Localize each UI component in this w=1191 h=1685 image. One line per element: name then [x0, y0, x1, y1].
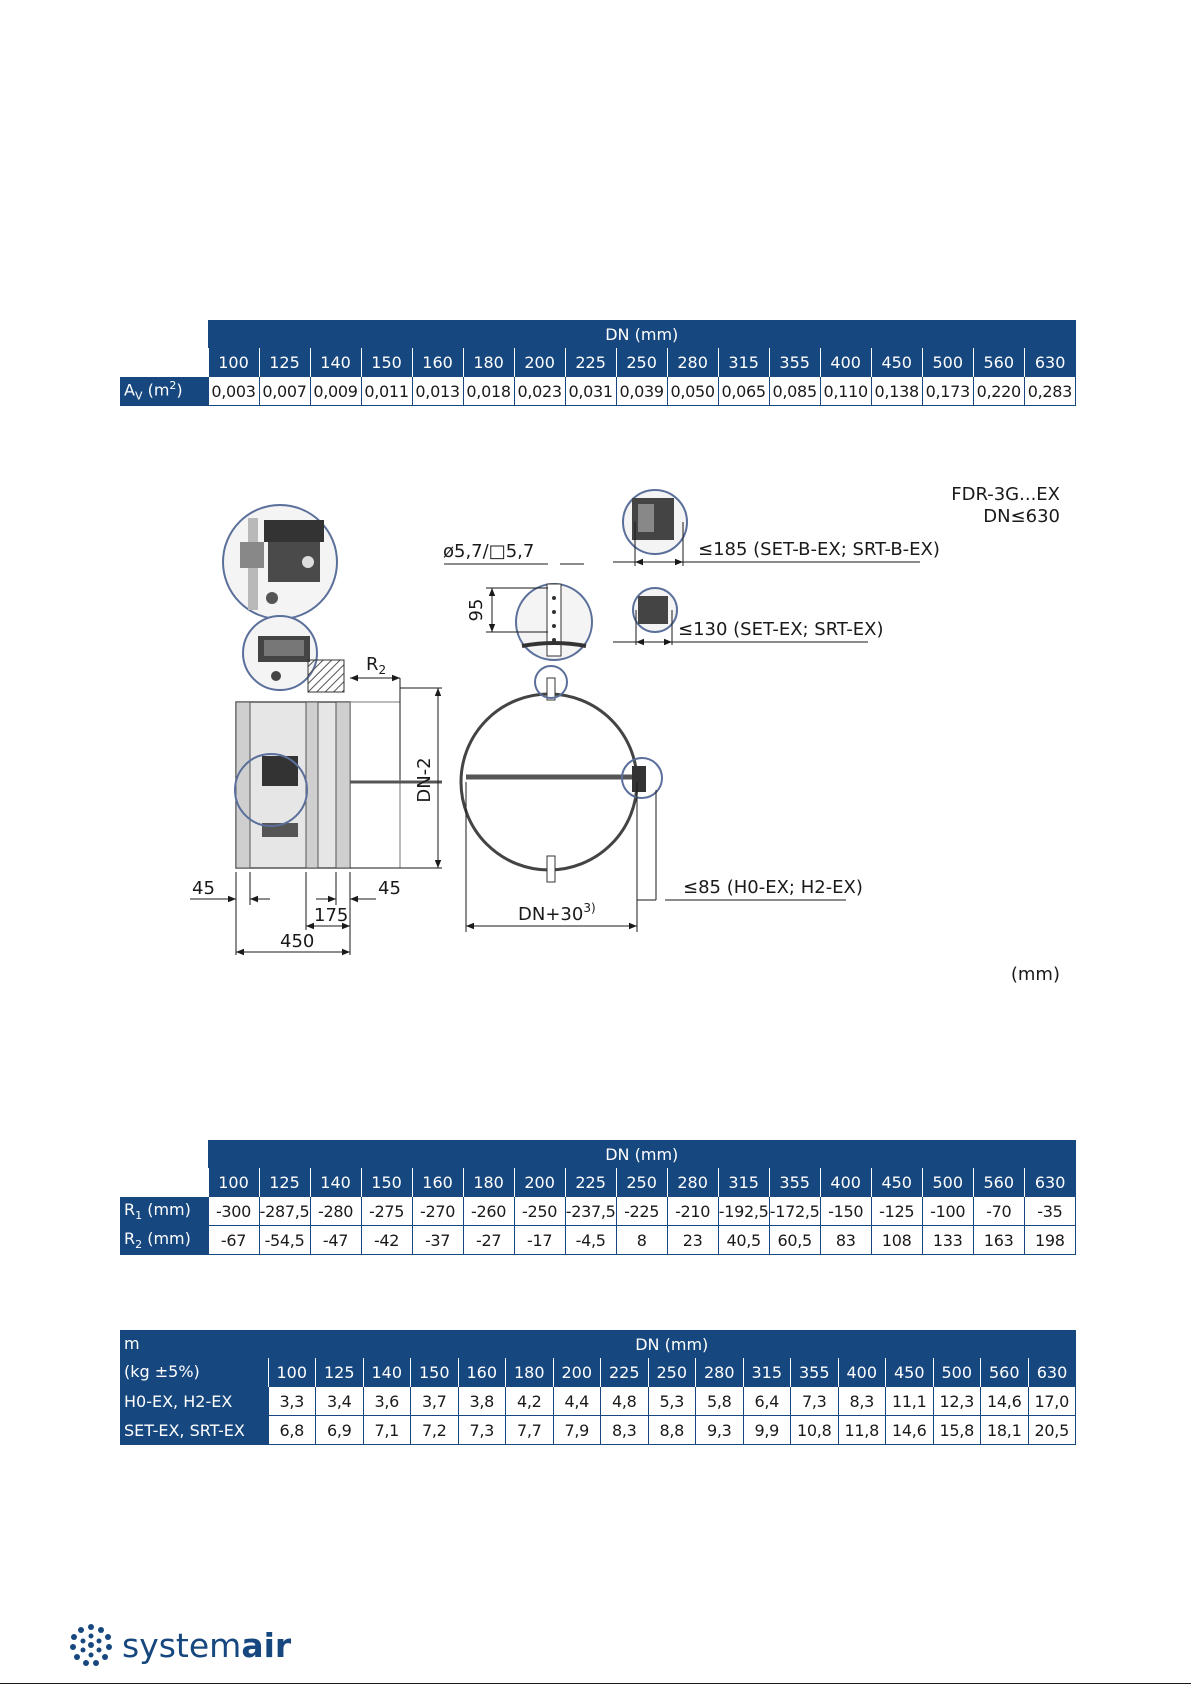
actuator-side-detail-130	[633, 588, 677, 632]
dn-header-cell: 200	[514, 1168, 565, 1197]
dn-header-cell: 225	[565, 1168, 616, 1197]
dn-header-cell: 355	[769, 348, 820, 377]
mass-value-cell: 15,8	[933, 1416, 981, 1445]
dn-header-cell: 560	[973, 1168, 1024, 1197]
hole-size-label: ø5,7/□5,7	[443, 541, 535, 562]
dn-header-cell: 400	[820, 348, 871, 377]
r-value-cell: -270	[412, 1197, 463, 1226]
area-value-cell: 0,011	[361, 377, 412, 406]
dim-45-left: 45	[192, 878, 215, 899]
dn-header-cell: 150	[411, 1358, 459, 1387]
area-value-cell: 0,007	[259, 377, 310, 406]
r-value-cell: -42	[361, 1226, 412, 1255]
dim-95: 95	[466, 598, 487, 622]
mass-value-cell: 9,3	[696, 1416, 744, 1445]
dn-header-cell: 315	[718, 348, 769, 377]
area-value-cell: 0,039	[616, 377, 667, 406]
dn-header-cell: 180	[463, 348, 514, 377]
dn-header-cell: 400	[838, 1358, 886, 1387]
area-value-cell: 0,065	[718, 377, 769, 406]
dn-header-cell: 250	[616, 1168, 667, 1197]
dn-header-cell: 315	[743, 1358, 791, 1387]
r-value-cell: -17	[514, 1226, 565, 1255]
r-value-cell: -125	[871, 1197, 922, 1226]
row-label-av: $A_V$ $(m^2)$	[120, 377, 208, 406]
mass-value-cell: 20,5	[1028, 1416, 1076, 1445]
dn-header-cell: 100	[208, 1168, 259, 1197]
systemair-logo	[68, 1620, 291, 1670]
table-row	[120, 1416, 1076, 1445]
r-value-cell: 23	[667, 1226, 718, 1255]
dn-header-cell: 200	[514, 348, 565, 377]
row-label-r2: $R_2$ (mm)	[120, 1226, 208, 1255]
table-corner	[120, 320, 208, 348]
dn-header-cell: 100	[268, 1358, 316, 1387]
dn-header-cell: 560	[981, 1358, 1029, 1387]
mass-row-label: SET-EX, SRT-EX	[120, 1416, 268, 1445]
area-value-cell: 0,018	[463, 377, 514, 406]
note-185: ≤185 (SET-B-EX; SRT-B-EX)	[698, 539, 940, 560]
note-85: ≤85 (H0-EX; H2-EX)	[683, 877, 863, 898]
r-value-cell: -4,5	[565, 1226, 616, 1255]
dn-header-cell: 450	[886, 1358, 934, 1387]
area-value-cell: 0,013	[412, 377, 463, 406]
r-value-cell: 108	[871, 1226, 922, 1255]
mass-value-cell: 18,1	[981, 1416, 1029, 1445]
mass-value-cell: 3,6	[363, 1387, 411, 1416]
model-label: FDR-3G...EX	[951, 484, 1060, 505]
bottom-rule	[0, 1683, 1191, 1684]
dn-header-cell: 630	[1028, 1358, 1076, 1387]
dn-header: DN (mm)	[208, 320, 1076, 348]
mass-value-cell: 7,9	[553, 1416, 601, 1445]
mass-row-label: H0-EX, H2-EX	[120, 1387, 268, 1416]
r-value-cell: -275	[361, 1197, 412, 1226]
dn-header-cell: 500	[922, 348, 973, 377]
table-row	[120, 1197, 1076, 1226]
mass-value-cell: 8,3	[838, 1387, 886, 1416]
mass-value-cell: 4,4	[553, 1387, 601, 1416]
dn-header-cell: 280	[696, 1358, 744, 1387]
dn-values-row	[120, 348, 1076, 377]
systemair-dots-logo-icon	[68, 1622, 114, 1668]
dn-header-cell: 160	[412, 348, 463, 377]
area-value-cell: 0,023	[514, 377, 565, 406]
r-value-cell: -35	[1024, 1197, 1075, 1226]
mass-value-cell: 8,8	[648, 1416, 696, 1445]
mass-value-cell: 10,8	[791, 1416, 839, 1445]
mass-value-cell: 4,8	[601, 1387, 649, 1416]
mass-value-cell: 3,8	[458, 1387, 506, 1416]
dn-header-cell: 200	[553, 1358, 601, 1387]
dn-header-cell: 560	[973, 348, 1024, 377]
dn-header: DN (mm)	[268, 1330, 1076, 1358]
dn-minus-2-label: DN-2	[414, 757, 435, 803]
dn-plus-30-label: $DN+30^{3)}$	[518, 901, 596, 925]
dn-header-cell: 500	[933, 1358, 981, 1387]
r-value-cell: -70	[973, 1197, 1024, 1226]
area-value-cell: 0,173	[922, 377, 973, 406]
r-table	[120, 1140, 1076, 1255]
r-value-cell: -210	[667, 1197, 718, 1226]
r2-dim-label: $R_2$	[366, 654, 387, 677]
mass-value-cell: 7,2	[411, 1416, 459, 1445]
dn-header: DN (mm)	[208, 1140, 1076, 1168]
dn-header-cell: 315	[718, 1168, 769, 1197]
area-value-cell: 0,138	[871, 377, 922, 406]
dn-header-cell: 150	[361, 1168, 412, 1197]
mass-corner-label: m (kg ±5%)	[120, 1330, 268, 1387]
mass-value-cell: 6,4	[743, 1387, 791, 1416]
area-value-cell: 0,220	[973, 377, 1024, 406]
dn-header-cell: 125	[259, 1168, 310, 1197]
r-value-cell: -192,5	[718, 1197, 769, 1226]
dn-header-cell: 160	[412, 1168, 463, 1197]
r-value-cell: 8	[616, 1226, 667, 1255]
dn-header-cell: 225	[601, 1358, 649, 1387]
r-value-cell: -250	[514, 1197, 565, 1226]
dn-header-cell: 250	[616, 348, 667, 377]
mass-value-cell: 5,3	[648, 1387, 696, 1416]
dn-header-cell: 140	[310, 1168, 361, 1197]
damper-technical-drawing	[180, 480, 1080, 1040]
dn-header-cell: 280	[667, 348, 718, 377]
mass-value-cell: 6,9	[316, 1416, 364, 1445]
dim-45-right: 45	[378, 878, 401, 899]
area-value-cell: 0,003	[208, 377, 259, 406]
logo-wordmark: systemair	[122, 1625, 292, 1665]
area-value-cell: 0,110	[820, 377, 871, 406]
hole-detail-circle	[516, 584, 592, 660]
mass-value-cell: 14,6	[886, 1416, 934, 1445]
dn-header-cell: 100	[208, 348, 259, 377]
dn-header-cell: 225	[565, 348, 616, 377]
dim-175: 175	[314, 905, 349, 926]
dn-header-cell: 140	[363, 1358, 411, 1387]
dn-header-cell: 355	[769, 1168, 820, 1197]
table-row	[120, 1387, 1076, 1416]
r-value-cell: 163	[973, 1226, 1024, 1255]
r-value-cell: -67	[208, 1226, 259, 1255]
dn-header-cell: 400	[820, 1168, 871, 1197]
mass-value-cell: 3,7	[411, 1387, 459, 1416]
r-value-cell: -172,5	[769, 1197, 820, 1226]
dn-header-cell: 280	[667, 1168, 718, 1197]
mass-value-cell: 3,3	[268, 1387, 316, 1416]
area-value-cell: 0,031	[565, 377, 616, 406]
dn-header-cell: 450	[871, 1168, 922, 1197]
table-row	[120, 1226, 1076, 1255]
actuator-detail-circle-2	[243, 616, 317, 690]
r-value-cell: 60,5	[769, 1226, 820, 1255]
r-value-cell: -54,5	[259, 1226, 310, 1255]
dn-header-cell: 160	[458, 1358, 506, 1387]
mass-value-cell: 3,4	[316, 1387, 364, 1416]
mass-value-cell: 5,8	[696, 1387, 744, 1416]
mass-value-cell: 8,3	[601, 1416, 649, 1445]
dim-450: 450	[280, 931, 315, 952]
area-values-row	[120, 377, 1076, 406]
r-value-cell: -47	[310, 1226, 361, 1255]
area-value-cell: 0,050	[667, 377, 718, 406]
dn-header-cell: 180	[506, 1358, 554, 1387]
r-value-cell: -225	[616, 1197, 667, 1226]
area-value-cell: 0,283	[1024, 377, 1075, 406]
damper-side-view	[235, 660, 442, 868]
r-value-cell: -300	[208, 1197, 259, 1226]
mass-value-cell: 7,3	[791, 1387, 839, 1416]
r-value-cell: -100	[922, 1197, 973, 1226]
r-value-cell: 40,5	[718, 1226, 769, 1255]
table-corner	[120, 1140, 208, 1168]
mass-value-cell: 7,1	[363, 1416, 411, 1445]
dn-header-cell: 500	[922, 1168, 973, 1197]
dn-header-cell: 630	[1024, 1168, 1075, 1197]
mass-value-cell: 6,8	[268, 1416, 316, 1445]
actuator-detail-circle-1	[223, 505, 337, 619]
dn-header-cell: 140	[310, 348, 361, 377]
note-130: ≤130 (SET-EX; SRT-EX)	[678, 619, 884, 640]
r-value-cell: 198	[1024, 1226, 1075, 1255]
dn-limit-label: DN≤630	[983, 506, 1060, 527]
mass-value-cell: 11,1	[886, 1387, 934, 1416]
dn-header-cell: 250	[648, 1358, 696, 1387]
dn-header-cell: 125	[259, 348, 310, 377]
dn-header-cell: 180	[463, 1168, 514, 1197]
area-value-cell: 0,085	[769, 377, 820, 406]
r-value-cell: -287,5	[259, 1197, 310, 1226]
unit-label: (mm)	[1010, 964, 1060, 985]
dn-header-cell: 450	[871, 348, 922, 377]
row-label-r1: $R_1$ (mm)	[120, 1197, 208, 1226]
r-value-cell: -150	[820, 1197, 871, 1226]
area-value-cell: 0,009	[310, 377, 361, 406]
dn-values-row	[120, 1168, 1076, 1197]
dn-header-cell: 150	[361, 348, 412, 377]
damper-front-view	[461, 666, 662, 882]
r-value-cell: 133	[922, 1226, 973, 1255]
dn-header-cell: 125	[316, 1358, 364, 1387]
r-value-cell: -37	[412, 1226, 463, 1255]
mass-value-cell: 4,2	[506, 1387, 554, 1416]
dn-header-cell: 355	[791, 1358, 839, 1387]
r-value-cell: -237,5	[565, 1197, 616, 1226]
mass-value-cell: 12,3	[933, 1387, 981, 1416]
mass-value-cell: 7,3	[458, 1416, 506, 1445]
actuator-side-detail-185	[623, 490, 687, 554]
mass-value-cell: 11,8	[838, 1416, 886, 1445]
mass-value-cell: 14,6	[981, 1387, 1029, 1416]
mass-table	[120, 1330, 1076, 1445]
mass-value-cell: 9,9	[743, 1416, 791, 1445]
mass-value-cell: 7,7	[506, 1416, 554, 1445]
dn-header-cell: 630	[1024, 348, 1075, 377]
r-value-cell: -260	[463, 1197, 514, 1226]
mass-value-cell: 17,0	[1028, 1387, 1076, 1416]
r-value-cell: -280	[310, 1197, 361, 1226]
r-value-cell: 83	[820, 1226, 871, 1255]
r-value-cell: -27	[463, 1226, 514, 1255]
area-table	[120, 320, 1076, 406]
